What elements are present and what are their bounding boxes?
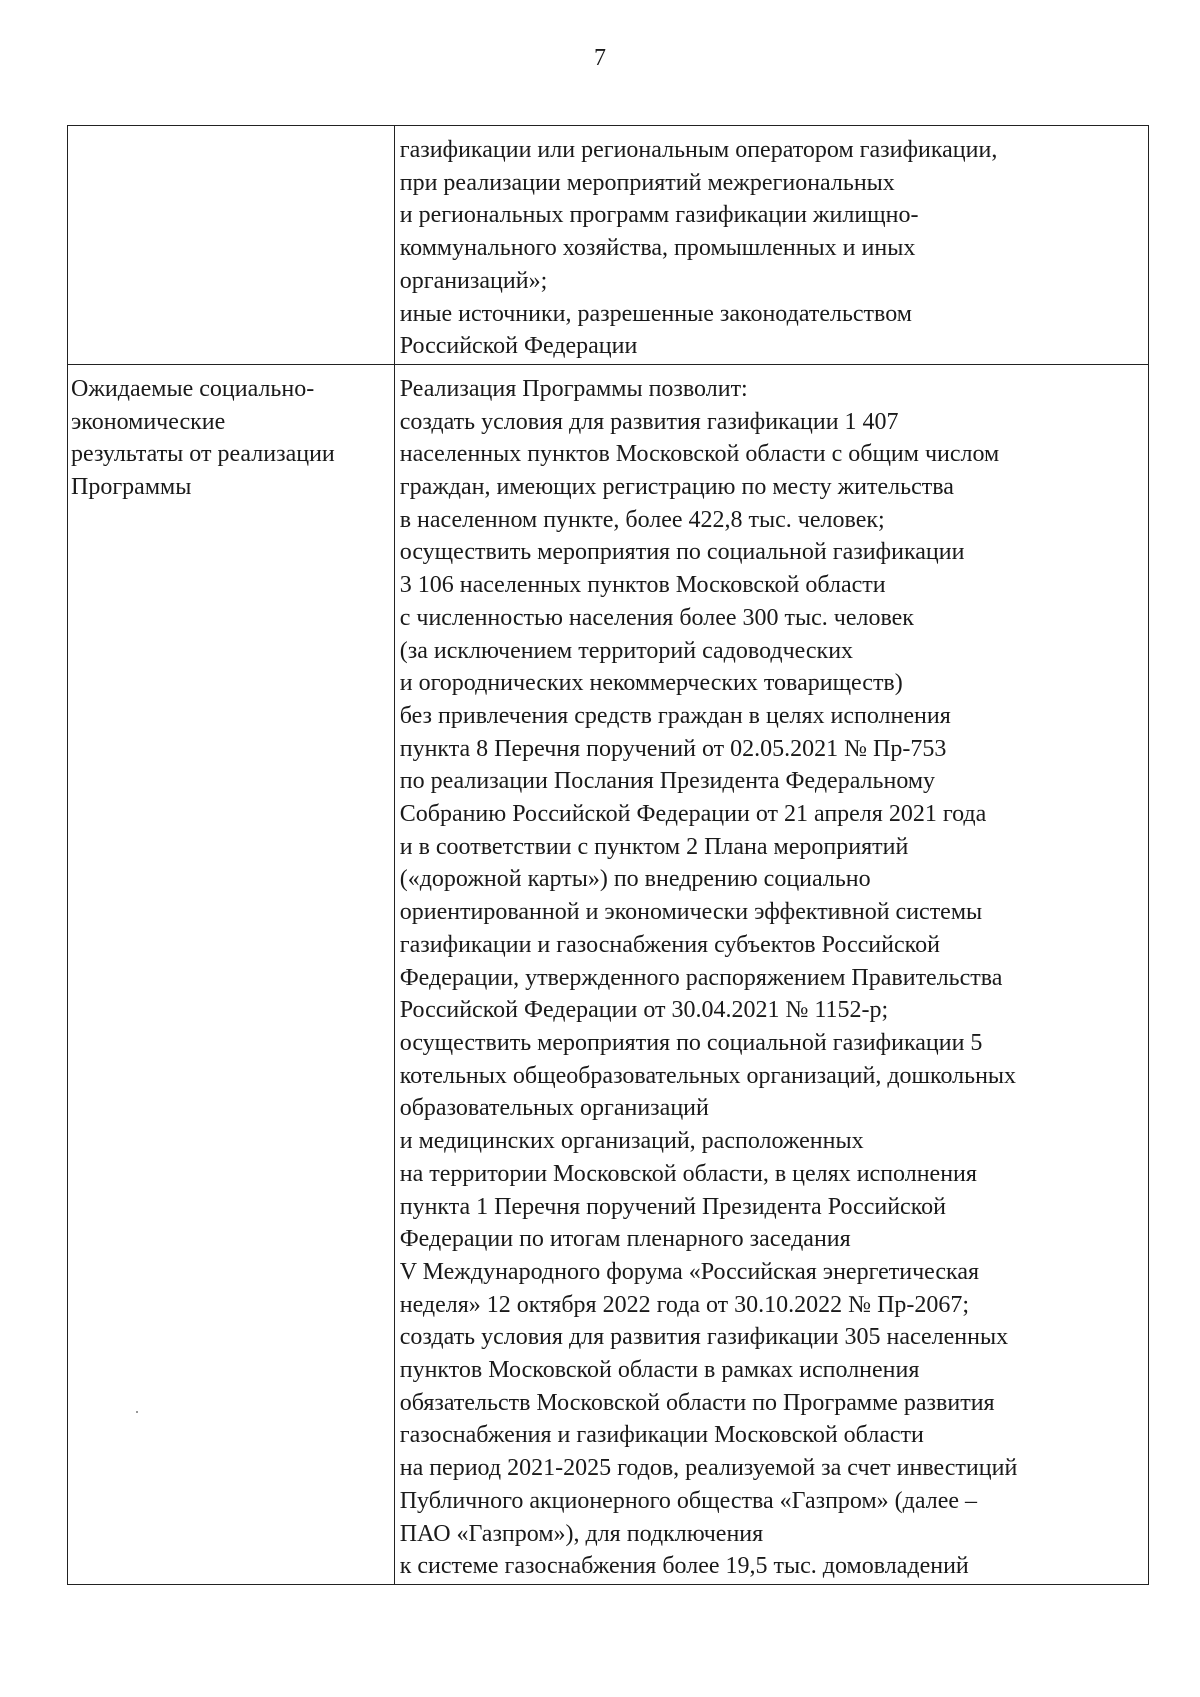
content-line: обязательств Московской области по Программе развития <box>399 1389 995 1416</box>
table-row <box>68 126 1149 365</box>
content-line: пункта 8 Перечня поручений от 02.05.2021 № Пр-753 <box>399 735 947 762</box>
label-line: Программы <box>71 474 192 501</box>
content-line: по реализации Послания Президента Федеральному <box>399 768 936 795</box>
scan-speck <box>136 1411 138 1413</box>
label-cell <box>68 364 395 1584</box>
content-line: в населенном пункте, более 422,8 тыс. человек; <box>399 506 885 533</box>
table-row <box>68 364 1149 1584</box>
label-line: результаты от реализации <box>71 441 335 468</box>
label-cell <box>68 126 395 365</box>
content-line: Федерации по итогам пленарного заседания <box>399 1226 851 1253</box>
content-line: и региональных программ газификации жилищно- <box>399 202 919 229</box>
content-line: без привлечения средств граждан в целях исполнения <box>399 702 951 729</box>
content-line: Реализация Программы позволит: <box>399 375 748 402</box>
content-line: V Международного форума «Российская энергетическая <box>399 1258 980 1285</box>
content-line: Федерации, утвержденного распоряжением Правительства <box>399 964 1003 991</box>
content-line: газификации или региональным оператором газификации, <box>399 137 998 163</box>
content-line: ориентированной и экономически эффективной системы <box>399 899 983 926</box>
content-line: котельных общеобразовательных организаций, дошкольных <box>399 1062 1017 1089</box>
content-line: осуществить мероприятия по социальной газификации <box>399 539 965 566</box>
content-line: и огороднических некоммерческих товариществ) <box>399 670 903 697</box>
content-line: пунктов Московской области в рамках исполнения <box>399 1357 920 1384</box>
content-line: при реализации мероприятий межрегиональных <box>399 169 895 196</box>
content-line: образовательных организаций <box>399 1095 709 1122</box>
content-line: на период 2021-2025 годов, реализуемой за счет инвестиций <box>399 1455 1018 1482</box>
content-line: пункта 1 Перечня поручений Президента Российской <box>399 1193 946 1220</box>
content-line: 3 106 населенных пунктов Московской области <box>399 572 886 599</box>
content-line: Российской Федерации от 30.04.2021 № 1152-р; <box>399 997 889 1024</box>
content-line: и медицинских организаций, расположенных <box>399 1128 864 1155</box>
content-line: иные источники, разрешенные законодательством <box>399 300 912 327</box>
label-line: экономические <box>71 408 226 435</box>
content-line: (за исключением территорий садоводческих <box>399 637 854 664</box>
content-line: и в соответствии с пунктом 2 Плана мероприятий <box>399 833 909 860</box>
content-line: коммунального хозяйства, промышленных и иных <box>399 235 916 262</box>
content-line: создать условия для развития газификации 1 407 <box>399 408 899 435</box>
content-line: на территории Московской области, в целях исполнения <box>399 1160 977 1187</box>
label-line: Ожидаемые социально- <box>71 375 315 402</box>
content-line: Собранию Российской Федерации от 21 апреля 2021 года <box>399 801 987 828</box>
content-line: организаций»; <box>399 267 548 294</box>
content-line: Российской Федерации <box>399 333 638 360</box>
content-line: неделя» 12 октября 2022 года от 30.10.2022 № Пр-2067; <box>399 1291 970 1318</box>
content-line: («дорожной карты») по внедрению социально <box>399 866 871 893</box>
content-line: к системе газоснабжения более 19,5 тыс. домовладений <box>399 1553 969 1580</box>
passport-table <box>67 125 1149 1585</box>
content-line: осуществить мероприятия по социальной газификации 5 <box>399 1029 983 1056</box>
content-line: населенных пунктов Московской области с общим числом <box>399 441 1000 468</box>
content-line: создать условия для развития газификации 305 населенных <box>399 1324 1009 1351</box>
content-line: газификации и газоснабжения субъектов Российской <box>399 931 940 958</box>
page-number: 7 <box>594 45 606 71</box>
content-line: с численностью населения более 300 тыс. человек <box>399 604 914 631</box>
content-line: граждан, имеющих регистрацию по месту жительства <box>399 474 954 501</box>
content-line: ПАО «Газпром»), для подключения <box>399 1520 764 1547</box>
content-line: газоснабжения и газификации Московской области <box>399 1422 924 1449</box>
content-cell <box>394 364 1148 1584</box>
content-line: Публичного акционерного общества «Газпром» (далее – <box>399 1487 977 1514</box>
content-cell <box>394 126 1148 365</box>
